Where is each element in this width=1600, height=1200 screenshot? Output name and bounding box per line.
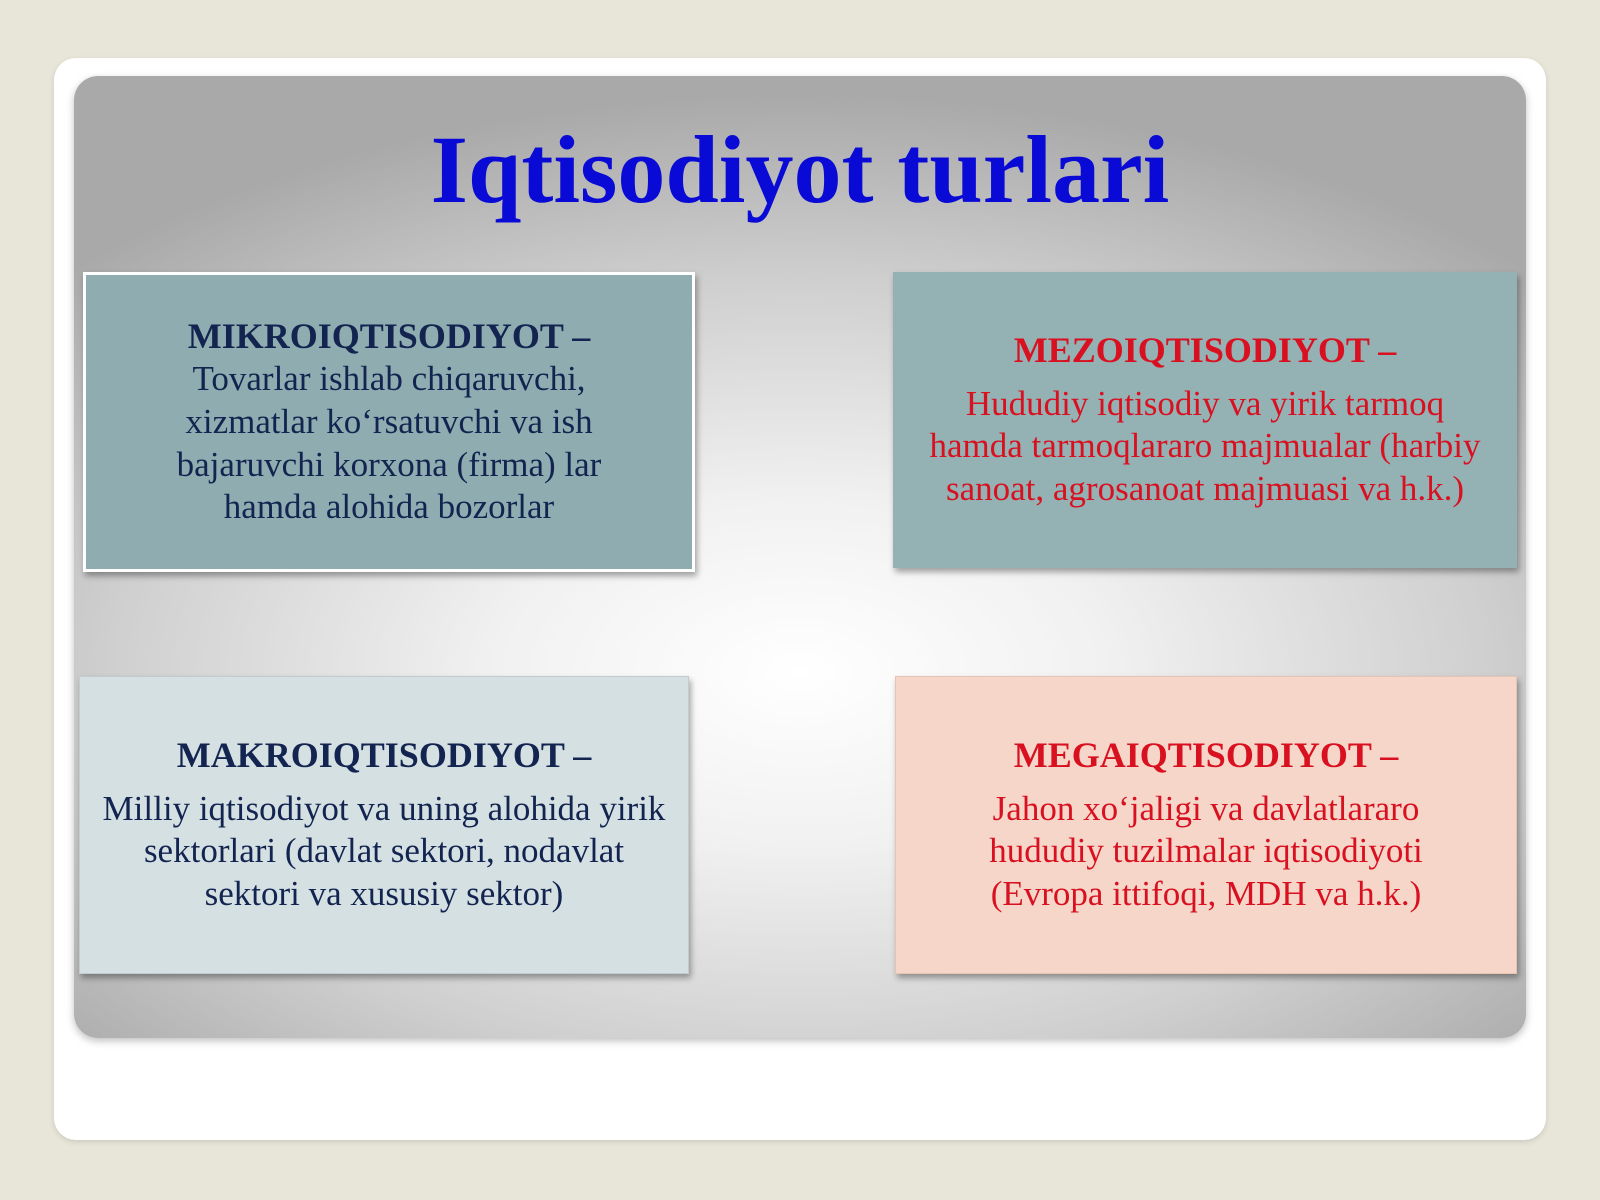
mega-economy-box: [895, 676, 1517, 974]
macro-economy-box: [79, 676, 689, 974]
mega-economy-heading: MEGAIQTISODIYOT –: [1013, 735, 1399, 776]
slide-panel: [74, 76, 1526, 1038]
slide-title: Iqtisodiyot turlari: [430, 116, 1170, 223]
micro-economy-description: Tovarlar ishlab chiqaruvchi, xizmatlar ko‘rsatuvchi va ish bajaruvchi korxona (firma) lar hamda alohida bozorlar: [176, 359, 602, 527]
micro-economy-box: [83, 272, 695, 572]
macro-economy-heading: MAKROIQTISODIYOT –: [176, 735, 592, 776]
mega-economy-description: Jahon xo‘jaligi va davlatlararo hududiy tuzilmalar iqtisodiyoti (Evropa ittifoqi, MDH va h.k.): [989, 788, 1423, 913]
meso-economy-box: [893, 272, 1517, 568]
micro-economy-heading: MIKROIQTISODIYOT –: [187, 316, 591, 357]
meso-economy-description: Hududiy iqtisodiy va yirik tarmoq hamda tarmoqlararo majmualar (harbiy sanoat, agrosanoat majmuasi va h.k.): [929, 383, 1481, 508]
macro-economy-description: Milliy iqtisodiyot va uning alohida yirik sektorlari (davlat sektori, nodavlat sektori va xususiy sektor): [102, 788, 666, 913]
meso-economy-heading: MEZOIQTISODIYOT –: [1013, 330, 1397, 371]
